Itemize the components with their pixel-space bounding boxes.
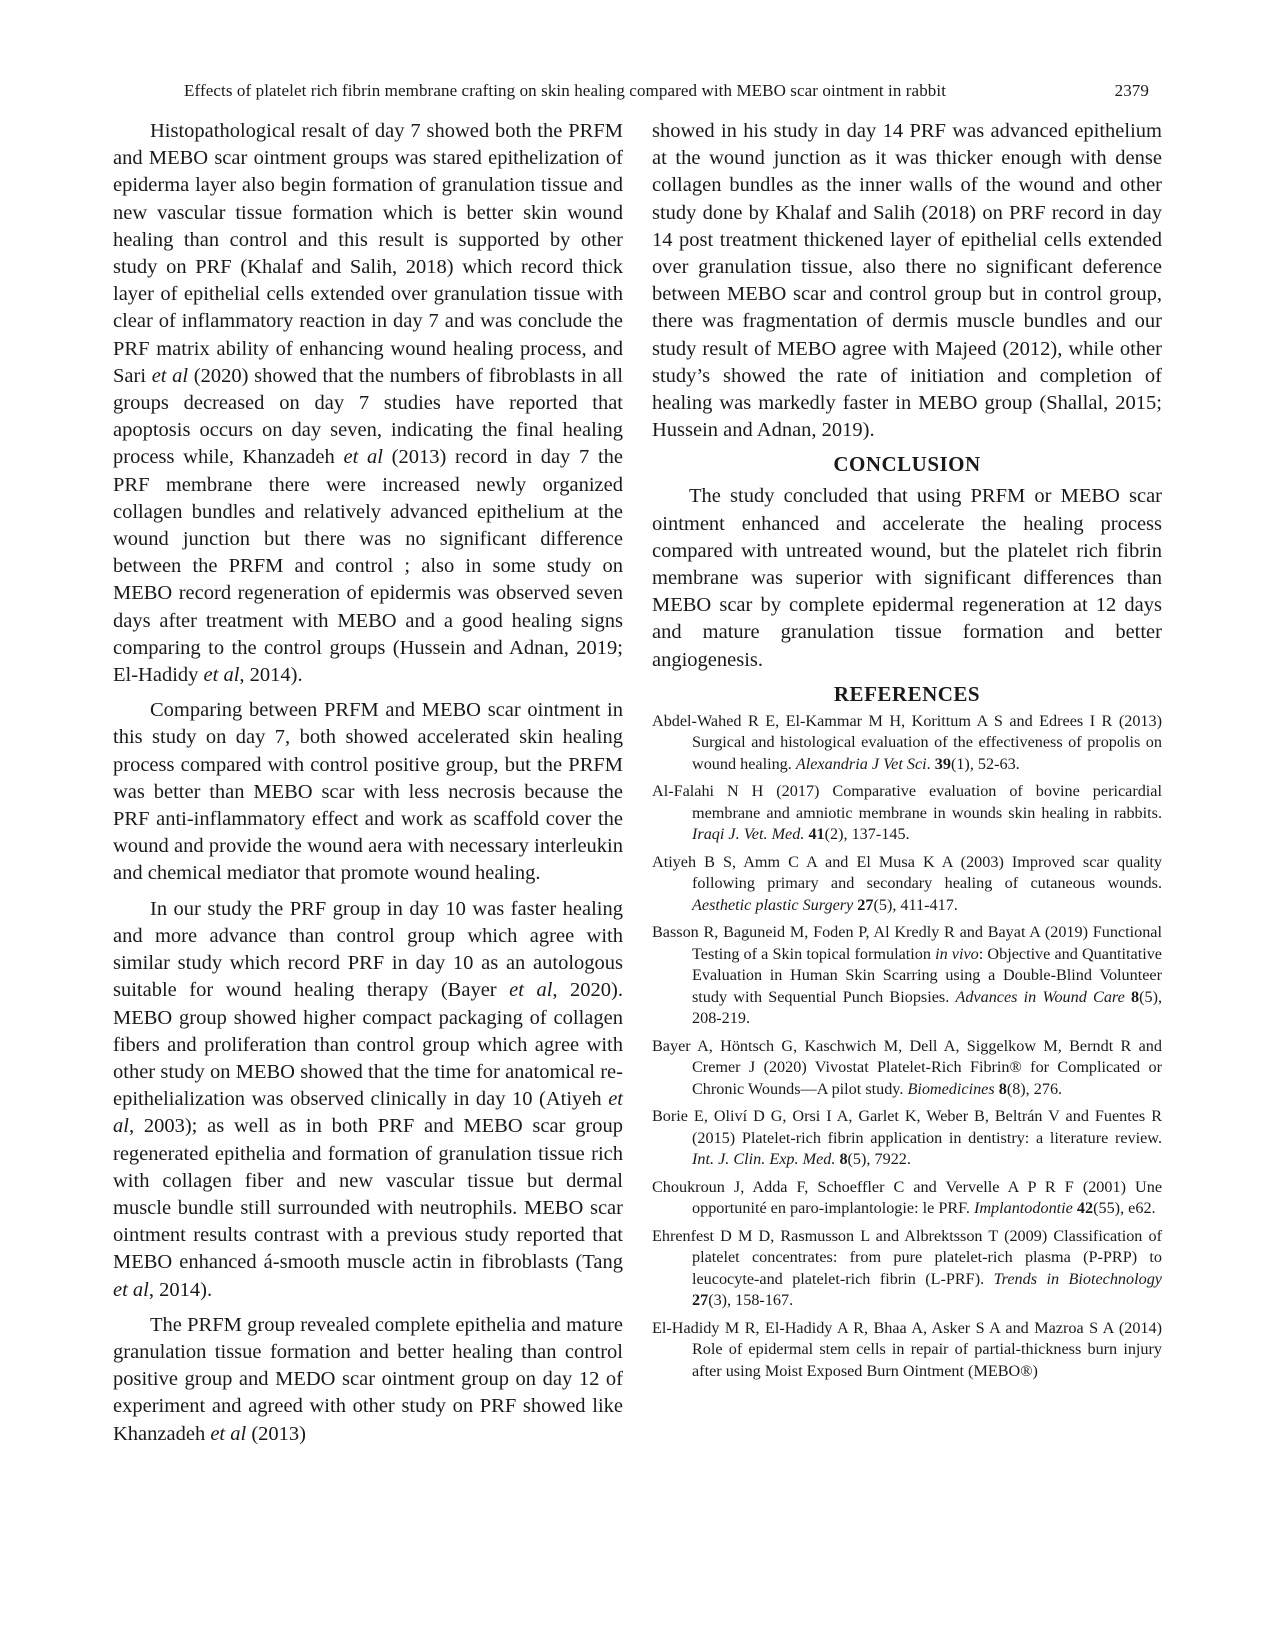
text-run: , 2014). <box>148 1278 213 1301</box>
bold-run: 8 <box>839 1150 848 1169</box>
text-run: Choukroun J, Adda F, Schoeffler C and Vervelle A P R F (2001) Une opportunité en paro-implantologie: le PRF. <box>652 1177 1162 1218</box>
bold-run: 42 <box>1076 1199 1094 1218</box>
italic-run: Aesthetic plastic Surgery <box>692 895 854 914</box>
right-column <box>652 118 1162 1388</box>
italic-run: Biomedicines <box>907 1079 995 1098</box>
text-run: showed in his study in day 14 PRF was advanced epithelium at the wound junction as it was thicker enough with dense collagen bundles as the inner walls of the wound and other study done by Khalaf and Salih (2018) on PRF record in day 14 post treatment thickened layer of epithelial cells extended over granulation tissue, also there no significant deference between MEBO scar and control group but in control group, there was fragmentation of dermis muscle bundles and our study result of MEBO agree with Majeed (2012), while other study’s showed the rate of initiation and completion of healing was markedly faster in MEBO group (Shallal, 2015; Hussein and Adnan, 2019). <box>652 120 1162 442</box>
bold-run: 41 <box>808 825 825 844</box>
body-paragraph <box>113 896 623 1304</box>
text-run: Ehrenfest D M D, Rasmusson L and Albrektsson T (2009) Classification of platelet concentrates: from pure platelet-rich plasma (P-PRP) to leucocyte-and platelet-rich fibrin (L-PRF). <box>652 1226 1162 1288</box>
continued-paragraph <box>652 118 1162 444</box>
italic-run: Advances in Wound Care <box>955 987 1125 1006</box>
text-run: Abdel-Wahed R E, El-Kammar M H, Korittum A S and Edrees I R (2013) Surgical and histological evaluation of the effectiveness of propolis on wound healing. <box>652 711 1162 773</box>
italic-run: Iraqi J. Vet. Med. <box>692 825 805 844</box>
text-run: (1), 52-63. <box>950 754 1020 773</box>
text-run: Al-Falahi N H (2017) Comparative evaluation of bovine pericardial membrane and amniotic membrane in wounds skin healing in rabbits. <box>652 782 1162 822</box>
text-run: Comparing between PRFM and MEBO scar ointment in this study on day 7, both showed accelerated skin healing process compared with control positive group, but the PRFM was better than MEBO scar with less necrosis because the PRF anti-inflammatory effect and work as scaffold cover the wound and provide the wound aera with necessary interleukin and chemical mediator that promote wound healing. <box>113 699 623 885</box>
text-run: , 2014). <box>239 664 303 687</box>
running-header <box>184 81 1149 101</box>
text-run: The study concluded that using PRFM or MEBO scar ointment enhanced and accelerate the healing process compared with untreated wound, but the platelet rich fibrin membrane was superior with significant differences than MEBO scar by complete epidermal regeneration at 12 days and mature granulation tissue formation and better angiogenesis. <box>652 485 1162 671</box>
italic-run: et al <box>113 1278 149 1301</box>
text-run: (5), 208-219. <box>692 987 1163 1028</box>
text-run: In our study the PRF group in day 10 was faster healing and more advance than control group which agree with similar study which record PRF in day 10 as an autologous suitable for wound healing therapy (Bayer <box>113 897 623 1002</box>
left-column <box>113 118 623 1448</box>
text-run: El-Hadidy M R, El-Hadidy A R, Bhaa A, Asker S A and Mazroa S A (2014) Role of epidermal stem cells in repair of partial-thickness burn injury after using Moist Exposed Burn Ointment (MEBO®) <box>652 1318 1162 1380</box>
italic-run: Int. J. Clin. Exp. Med. <box>692 1150 836 1169</box>
italic-run: Alexandria J Vet Sci <box>795 754 927 773</box>
text-run: Histopathological resalt of day 7 showed both the PRFM and MEBO scar ointment groups was stared epithelization of epiderma layer also begin formation of granulation tissue and new vascular tissue formation which is better skin wound healing than control and this result is supported by other study on PRF (Khalaf and Salih, 2018) which record thick layer of epithelial cells extended over granulation tissue with clear of inflammatory reaction in day 7 and was conclude the PRF matrix ability of enhancing wound healing process, and Sari <box>113 120 623 387</box>
text-run: (55), e62. <box>1093 1199 1156 1218</box>
bold-run: 27 <box>692 1291 709 1310</box>
bold-run: 8 <box>998 1079 1007 1098</box>
reference-entry <box>652 711 1162 776</box>
text-run: (5), 7922. <box>847 1150 911 1169</box>
body-paragraph <box>113 1312 623 1448</box>
text-run: (2020) showed that the numbers of fibroblasts in all groups decreased on day 7 studies have reported that apoptosis occurs on day seven, indicating the final healing process while, Khanzadeh <box>113 364 623 469</box>
reference-entry <box>652 781 1162 846</box>
text-run: , 2020). MEBO group showed higher compact packaging of collagen fibers and proliferation than control group which agree with other study on MEBO showed that the time for anatomical re-epithelialization was observed clinically in day 10 (Atiyeh <box>113 979 623 1111</box>
conclusion-heading: CONCLUSION <box>833 452 981 477</box>
text-run: The PRFM group revealed complete epithelia and mature granulation tissue formation and better healing than control positive group and MEDO scar ointment group on day 12 of experiment and agreed with other study on PRF showed like Khanzadeh <box>113 1313 623 1445</box>
text-run: . <box>926 754 935 773</box>
reference-entry <box>652 1036 1162 1101</box>
italic-run: et al <box>113 1088 623 1138</box>
italic-run: et al <box>210 1422 247 1445</box>
italic-run: in vivo <box>935 944 979 963</box>
text-run: (5), 411-417. <box>873 895 958 914</box>
reference-list <box>652 711 1162 1383</box>
text-run: (2013) <box>246 1422 306 1445</box>
reference-entry <box>652 852 1162 917</box>
text-run: (8), 276. <box>1006 1079 1063 1098</box>
text-run: (2), 137-145. <box>824 825 910 844</box>
body-paragraph <box>113 118 623 689</box>
text-run: (3), 158-167. <box>708 1291 794 1310</box>
references-heading: REFERENCES <box>833 681 981 706</box>
text-run: Atiyeh B S, Amm C A and El Musa K A (2003) Improved scar quality following primary and secondary healing of cutaneous wounds. <box>652 852 1162 893</box>
page-number: 2379 <box>1114 81 1149 100</box>
italic-run: et al <box>203 664 240 687</box>
reference-entry <box>652 1318 1162 1383</box>
italic-run: Implantodontie <box>973 1199 1073 1218</box>
text-run: (2013) record in day 7 the PRF membrane there were increased newly organized collagen bundles and relatively advanced epithelium at the wound junction but there was no significant difference between the PRFM and control ; also in some study on MEBO record regeneration of epidermis was observed seven days after treatment with MEBO and a good healing signs comparing to the control groups (Hussein and Adnan, 2019; El-Hadidy <box>113 446 623 687</box>
bold-run: 8 <box>1131 987 1140 1006</box>
body-paragraph <box>113 697 623 887</box>
reference-entry <box>652 1226 1162 1312</box>
running-title: Effects of platelet rich fibrin membrane crafting on skin healing compared with MEBO scar ointment in rabbit <box>184 81 947 100</box>
bold-run: 39 <box>934 754 951 773</box>
reference-entry <box>652 922 1162 1030</box>
italic-run: Trends in Biotechnology <box>993 1269 1162 1288</box>
text-run: Bayer A, Höntsch G, Kaschwich M, Dell A, Siggelkow M, Berndt R and Cremer J (2020) Vivostat Platelet-Rich Fibrin® for Complicated or Chronic Wounds—A pilot study. <box>652 1036 1162 1098</box>
text-run: : Objective and Quantitative Evaluation in Human Skin Scarring using a Double-Blind Volunteer study with Sequential Punch Biopsies. <box>692 944 1162 1006</box>
text-run: Borie E, Oliví D G, Orsi I A, Garlet K, Weber B, Beltrán V and Fuentes R (2015) Platelet-rich fibrin application in dentistry: a literature review. <box>652 1107 1162 1147</box>
italic-run: et al <box>509 979 553 1002</box>
italic-run: et al <box>151 364 189 387</box>
italic-run: et al <box>343 446 383 469</box>
conclusion-paragraph <box>652 483 1162 673</box>
reference-entry <box>652 1106 1162 1171</box>
text-run: Basson R, Baguneid M, Foden P, Al Kredly R and Bayat A (2019) Functional Testing of a Skin topical formulation <box>652 923 1162 963</box>
bold-run: 27 <box>857 895 874 914</box>
reference-entry <box>652 1177 1162 1220</box>
text-run: , 2003); as well as in both PRF and MEBO scar group regenerated epithelia and formation of granulation tissue rich with collagen fiber and new vascular tissue but dermal muscle bundle still surrounded with neutrophils. MEBO scar ointment results contrast with a previous study reported that MEBO enhanced á-smooth muscle actin in fibroblasts (Tang <box>113 1115 623 1274</box>
